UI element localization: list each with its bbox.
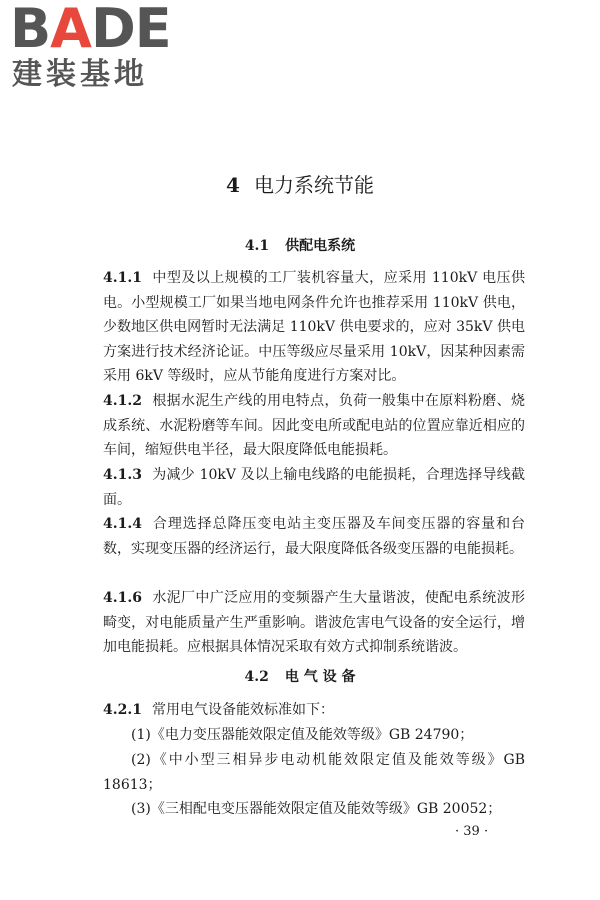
section-number: 4.1 [244, 238, 270, 254]
clause-4-1-3 [103, 463, 525, 512]
clause-text: 根据水泥生产线的用电特点，负荷一般集中在原料粉磨、烧成系统、水泥粉磨等车间。因此变电所或配电站的位置应靠近相应的车间，缩短供电半径，最大限度降低电能损耗。 [103, 393, 525, 459]
page-number: · 39 · [455, 824, 489, 839]
clause-number: 4.1.6 [103, 590, 142, 606]
clause-text: 合理选择总降压变电站主变压器及车间变压器的容量和台数，实现变压器的经济运行，最大限度降低各级变压器的电能损耗。 [103, 516, 525, 557]
clause-number: 4.2.1 [103, 702, 142, 718]
clause-4-1-4 [103, 512, 525, 561]
logo-letter-a-accent: A [50, 0, 91, 60]
section-title: 电 气 设 备 [284, 669, 356, 685]
section-number: 4.2 [244, 669, 269, 685]
clause-text: 常用电气设备能效标准如下： [151, 702, 334, 718]
clause-text: 为减少 10kV 及以上输电线路的电能损耗，合理选择导线截面。 [103, 467, 525, 508]
clause-text: 水泥厂中广泛应用的变频器产生大量谐波，使配电系统波形畸变，对电能质量产生严重影响。谐波危害电气设备的安全运行，增加电能损耗。应根据具体情况采取有效方式抑制系统谐波。 [103, 590, 525, 656]
standard-item-2: (2)《中小型三相异步电动机能效限定值及能效等级》GB 18613； [103, 752, 525, 793]
clause-number: 4.1.2 [103, 393, 142, 409]
logo-subtitle: 建装基地 [12, 57, 148, 92]
chapter-title: 电力系统节能 [253, 173, 374, 197]
logo-letter-b: B [10, 0, 51, 60]
clause-number: 4.1.1 [103, 270, 142, 286]
clause-4-2-1 [103, 698, 525, 723]
clause-4-1-2 [103, 389, 525, 463]
chapter-heading [0, 170, 600, 200]
clause-number: 4.1.3 [103, 467, 142, 483]
clause-4-1-6 [103, 586, 525, 660]
bade-logo [10, 2, 180, 92]
standard-item-1: (1)《电力变压器能效限定值及能效等级》GB 24790； [131, 727, 474, 743]
section-title: 供配电系统 [285, 238, 356, 254]
logo-letters-de: DE [90, 0, 171, 60]
logo-wordmark [10, 0, 171, 60]
standard-item-3: (3)《三相配电变压器能效限定值及能效等级》GB 20052； [131, 801, 502, 817]
clause-4-1-1 [103, 266, 525, 389]
section-heading-4-2 [0, 666, 600, 688]
chapter-number: 4 [226, 173, 240, 197]
clause-number: 4.1.4 [103, 516, 142, 532]
section-heading-4-1 [0, 235, 600, 257]
clause-text: 中型及以上规模的工厂装机容量大，应采用 110kV 电压供电。小型规模工厂如果当地电网条件允许也推荐采用 110kV 供电，少数地区供电网暂时无法满足 110kV 供电要求的，应对 35kV 供电方案进行技术经济论证。中压等级应尽量采用 10kV，因某种因素需采用 6kV 等级时，应从节能角度进行方案对比。 [103, 270, 525, 385]
